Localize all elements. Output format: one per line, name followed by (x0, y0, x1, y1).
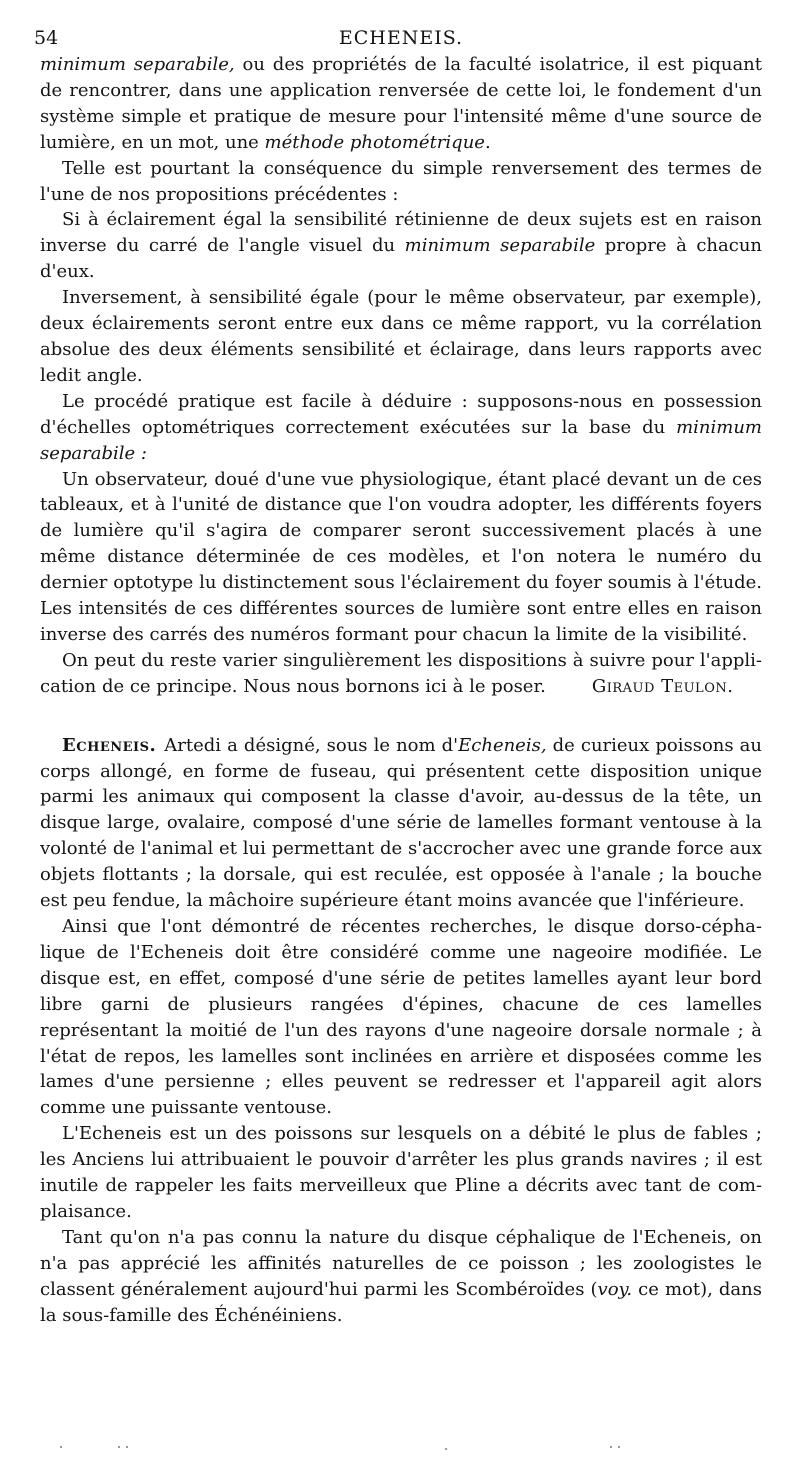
paragraph-continuation (40, 52, 762, 156)
italic-term: minimum separabile, (40, 54, 235, 75)
author-signature: Giraud Teulon. (591, 675, 734, 697)
paragraph: Telle est pourtant la conséquence du simple renversement des termes de l'une de nos propositions précédentes : (40, 157, 762, 205)
article-headword: Echeneis. (62, 734, 157, 756)
paragraph: Inversement, à sensibilité égale (pour le même observateur, par exemple), deux éclairements seront entre eux dans ce même rapport, vu la corrélation absolue des deux éléments sensibilité et éclairage, dans leurs rapports avec ledit angle. (40, 287, 762, 386)
print-speck (445, 1448, 447, 1450)
paragraph-text: de curieux poissons au corps allongé, en forme de fuseau, qui présentent cette disposition unique parmi les animaux qui composent la classe d'avoir, au-dessus de la tête, un disque large, ovalaire, composé d'une série de lamelles formant ventouse à la volonté de l'animal et lui permettant de s'accrocher avec une grande force aux objets flottants ; la dorsale, qui est reculée, est opposée à l'anale ; la bouche est peu fendue, la mâchoire supérieure étant moins avancée que l'inférieure. (40, 734, 763, 912)
paragraph: Un observateur, doué d'une vue physiologique, étant placé devant un de ces tableaux, et à l'unité de distance que l'on voudra adopter, les différents foyers de lumière qu'il s'agira de comparer seront successivement placés à une même distance déterminée de ces modèles, et l'on notera le numéro du dernier optotype lu distinctement sous l'éclairement du foyer soumis à l'étude. Les intensités de ces différentes sources de lumière sont entre elles en raison inverse des carrés des numéros formant pour chacun la limite de la visibilité. (40, 468, 762, 645)
paragraph-text: propre à chacun d'eux. (40, 235, 763, 283)
paragraph-text: On peut du reste varier singulièrement les dispositions à suivre pour l'application de ce principe. Nous nous bornons ici à le poser. (40, 649, 762, 697)
print-speck (118, 1446, 120, 1448)
article-echeneis (40, 733, 762, 1329)
print-speck (126, 1446, 128, 1448)
paragraph-proposition (40, 207, 762, 285)
paragraph-text: Artedi a désigné, sous le nom d' (164, 734, 459, 756)
article-first-paragraph (40, 733, 762, 914)
paragraph-text: Tant qu'on n'a pas connu la nature du disque céphalique de l'Echeneis, on n'a pas apprécié les affinités naturelles de ce poisson ; les zoologistes le classent généralement aujourd'hui parmi les Scombéroïdes ( (40, 1226, 762, 1300)
paragraph-text: ce mot), dans la sous-famille des Échénéiniens. (40, 1278, 762, 1326)
paragraph-text: ou des propriétés de la faculté isolatrice, il est piquant de rencontrer, dans une application renversée de cette loi, le fondement d'un système simple et pratique de mesure pour l'intensité même d'une source de lumière, en un mot, une (40, 54, 763, 153)
print-speck (60, 1446, 62, 1448)
italic-term: minimum separabile : (40, 416, 762, 464)
paragraph (40, 389, 762, 467)
italic-term: minimum separabile (404, 235, 596, 257)
paragraph: Ainsi que l'ont démontré de récentes recherches, le disque dorso-céphalique de l'Echeneis doit être considéré comme une nageoire modifiée. Le disque est, en effet, composé d'une série de petites lamelles ayant leur bord libre garni de plusieurs rangées d'épines, chacune de ces lamelles représentant la moitié de l'un des rayons d'une nageoire dorsale normale ; à l'état de repos, les lamelles sont inclinées en arrière et disposées comme les lames d'une persienne ; elles peuvent se redresser et l'appareil agit alors comme une puissante ventouse. (40, 916, 762, 1119)
italic-term: voy. (597, 1278, 633, 1300)
running-title: ECHENEIS. (338, 27, 464, 49)
italic-term: Echeneis, (458, 734, 547, 756)
paragraph: L'Echeneis est un des poissons sur lesquels on a débité le plus de fables ; les Anciens lui attribuaient le pouvoir d'arrêter les plus grands navires ; il est inutile de rappeler les faits merveilleux que Pline a décrits avec tant de complaisance. (40, 1123, 762, 1222)
paragraph-closing (40, 648, 762, 700)
print-speck (618, 1446, 620, 1448)
print-speck (610, 1446, 612, 1448)
footer-print-marks (60, 1442, 640, 1452)
paragraph-text: . (484, 131, 491, 153)
page-header (34, 26, 762, 52)
page-number: 54 (34, 27, 59, 49)
paragraph-text: Si à éclairement égal la sensibilité rétinienne de deux sujets est en raison inverse du carré de l'angle visuel du (40, 209, 762, 257)
italic-term: méthode photométrique (264, 131, 485, 153)
paragraph-text: Le procédé pratique est facile à déduire : supposons-nous en possession d'échelles optométriques correctement exécutées sur la base du (40, 390, 762, 438)
document-page (34, 26, 763, 1329)
paragraph (40, 1225, 762, 1329)
